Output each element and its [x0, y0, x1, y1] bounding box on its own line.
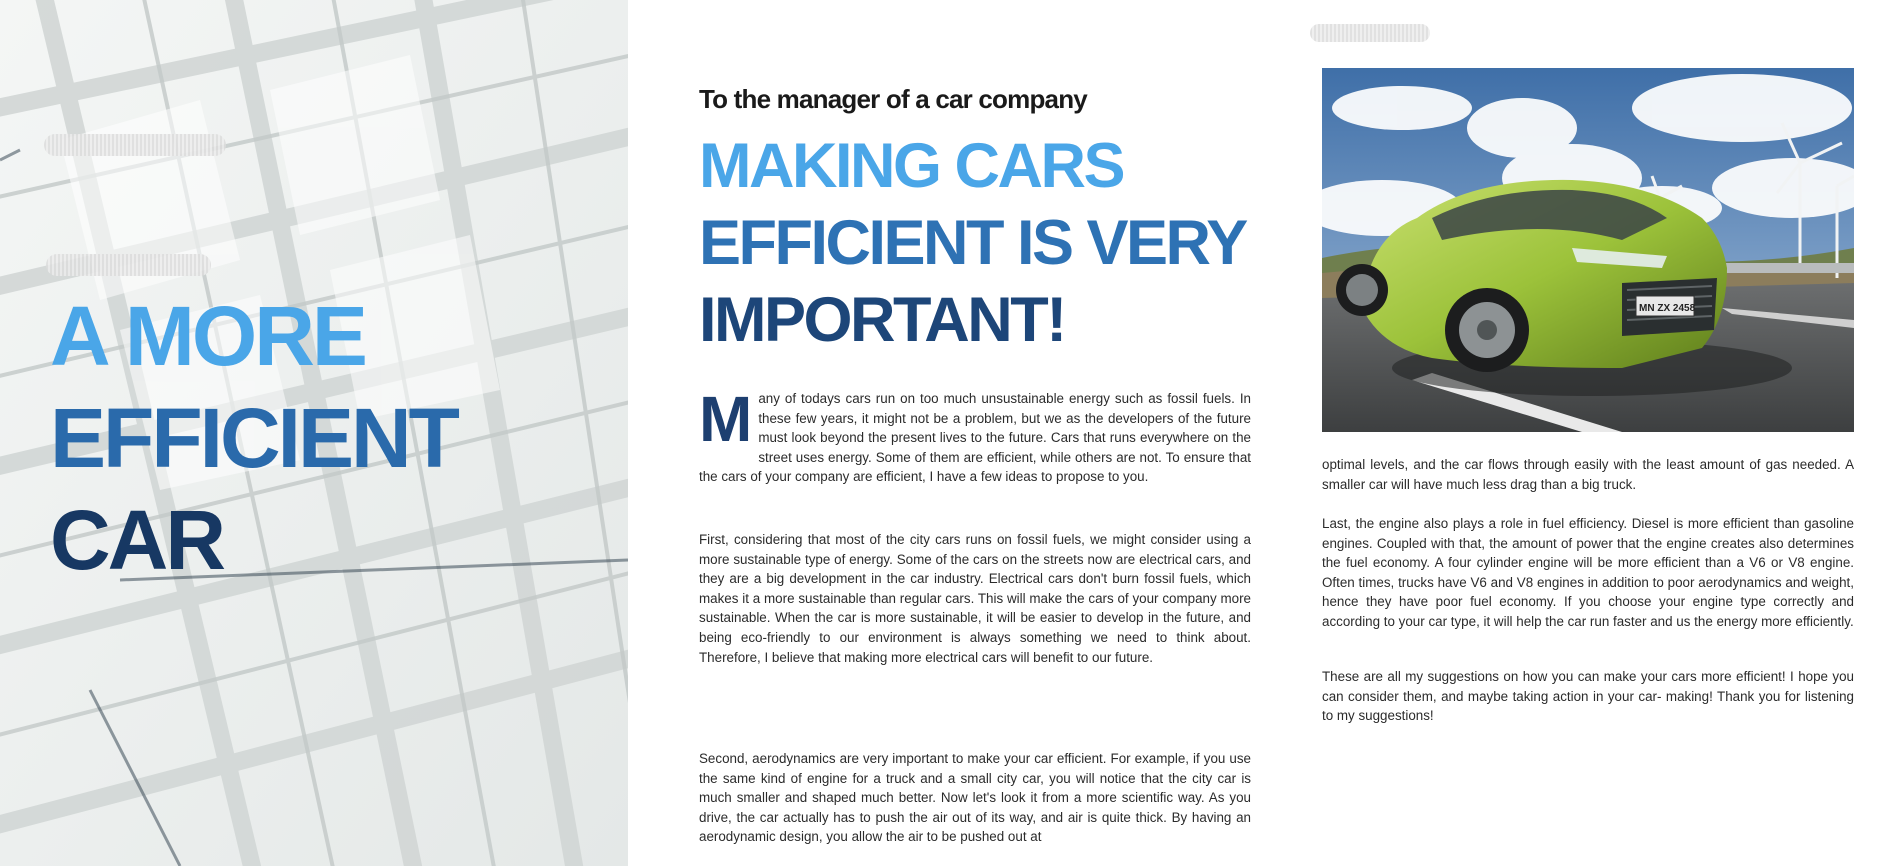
- letter-recipient: To the manager of a car company: [699, 84, 1087, 114]
- headline-line3: IMPORTANT!: [699, 285, 1065, 355]
- cover-title-line3: CAR: [50, 493, 223, 587]
- green-sports-car-image: [1322, 68, 1854, 432]
- headline-line1: MAKING CARS: [699, 131, 1123, 201]
- paragraph-engine: Last, the engine also plays a role in fuel efficiency. Diesel is more efficient than gasoline engines. Coupled with that, the amount of power that the engine creates also determines the fuel economy. A four cylinder engine will be more efficient than a V6 or V8 engine. Often times, trucks have V6 and V8 engines in addition to poor aerodynamics and weight, hence they have poor fuel economy. If you choose your engine type correctly and according to your car type, it will help the car run faster and us the energy more efficiently.: [1322, 516, 1854, 629]
- drop-cap: M: [699, 383, 753, 455]
- faded-label-middle: [46, 254, 211, 276]
- paragraph-intro: [699, 383, 1251, 487]
- cover-title-line2: EFFICIENT: [50, 391, 457, 485]
- paragraph-aerodynamics-continued: optimal levels, and the car flows through easily with the least amount of gas needed. A smaller car will have much less drag than a big truck.: [1322, 457, 1854, 492]
- faded-label-top: [44, 134, 226, 156]
- letter-headline: [699, 128, 1251, 359]
- headline-line2: EFFICIENT IS VERY: [699, 208, 1246, 278]
- paragraph-closing: These are all my suggestions on how you can make your cars more efficient! I hope you can consider them, and maybe taking action in your car- making! Thank you for listening to my suggestions!: [1322, 669, 1854, 724]
- cover-panel: [0, 0, 628, 866]
- license-plate-text: MN ZX 2458: [1639, 303, 1696, 314]
- paragraph-intro-text: any of todays cars run on too much unsustainable energy such as fossil fuels. In these few years, it might not be a problem, but we as the developers of the future must look beyond the present lives to the future. Cars that runs everywhere on the street uses energy. Some of them are efficient, while others are not. To ensure that the cars of your company are efficient, I have a few ideas to propose to you.: [699, 391, 1251, 485]
- paragraph-aerodynamics: Second, aerodynamics are very important to make your car efficient. For example, if you use the same kind of engine for a truck and a small city car, you will notice that the city car is much smaller and shaped much better. Now let's look it from a more scientific way. As you drive, the car actually has to push the air out of its way, and air is quite thick. By having an aerodynamic design, you allow the air to be pushed out at: [699, 751, 1251, 845]
- cover-title: [50, 285, 610, 591]
- faded-label-right: [1310, 24, 1430, 42]
- paragraph-energy: First, considering that most of the city cars runs on fossil fuels, we might consider using a more sustainable type of energy. Some of the cars on the streets now are electrical cars, and they are a big development in the car industry. Electrical cars don't burn fossil fuels, which makes it a more sustainable than regular cars. This will make the cars of your company more sustainable. When the car is more sustainable, it will be easier to develop in the future, and being eco-friendly to our environment is always something we need to think about. Therefore, I believe that making more electrical cars will benefit to our future.: [699, 532, 1251, 665]
- cover-title-line1: A MORE: [50, 289, 365, 383]
